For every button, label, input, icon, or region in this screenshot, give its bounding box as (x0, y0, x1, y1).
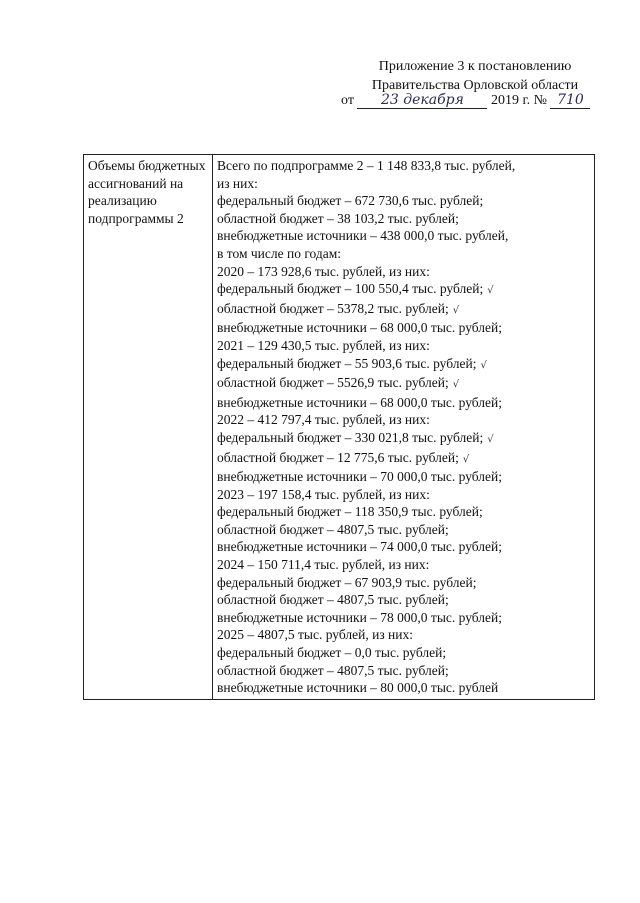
checkmark-icon: √ (480, 359, 487, 371)
budget-line-text: областной бюджет – 5378,2 тыс. рублей; (217, 300, 449, 316)
budget-line-text: внебюджетные источники – 68 000,0 тыс. рублей; (217, 394, 503, 410)
table-row (84, 155, 595, 700)
budget-line-text: федеральный бюджет – 67 903,9 тыс. рублей; (217, 574, 477, 590)
left-label-cell (84, 155, 213, 700)
budget-line (217, 538, 590, 556)
date-prefix: от (341, 93, 354, 108)
handwritten-number: 710 (550, 92, 590, 109)
budget-line (217, 644, 590, 662)
budget-line (217, 280, 590, 300)
header-line-2: Правительства Орловской области (371, 78, 579, 93)
checkmark-icon: √ (452, 304, 460, 316)
budget-line-text: областной бюджет – 4807,5 тыс. рублей; (217, 662, 449, 678)
budget-line (217, 394, 590, 412)
budget-line (217, 449, 590, 469)
budget-line-text: в том числе по годам: (217, 245, 342, 261)
budget-line (217, 609, 590, 627)
handwritten-date: 23 декабря (357, 92, 487, 109)
budget-line-text: областной бюджет – 12 775,6 тыс. рублей; (217, 449, 459, 465)
budget-line-text: федеральный бюджет – 672 730,6 тыс. рублей; (217, 193, 484, 209)
budget-line-text: федеральный бюджет – 0,0 тыс. рублей; (217, 645, 447, 661)
budget-line (217, 429, 590, 449)
budget-line-text: внебюджетные источники – 68 000,0 тыс. рублей; (217, 320, 503, 336)
budget-line (217, 679, 590, 697)
budget-line (217, 337, 590, 355)
budget-line-text: федеральный бюджет – 330 021,8 тыс. рублей; (217, 429, 484, 445)
budget-line-text: 2024 – 150 711,4 тыс. рублей, из них: (217, 557, 430, 573)
budget-line (217, 245, 590, 263)
budget-line (217, 374, 590, 394)
date-year: 2019 г. № (490, 93, 547, 108)
budget-line (217, 263, 590, 281)
budget-line-text: внебюджетные источники – 80 000,0 тыс. рублей (217, 680, 499, 696)
checkmark-icon: √ (452, 379, 460, 391)
budget-line (217, 556, 590, 574)
budget-line (217, 486, 590, 504)
budget-line (217, 175, 590, 193)
left-label: Объемы бюджетных ассигнований на реализацию подпрограммы 2 (88, 158, 206, 226)
checkmark-icon: √ (487, 433, 494, 445)
budget-line (217, 411, 590, 429)
budget-line (217, 210, 590, 228)
date-line (341, 91, 590, 111)
budget-line-text: 2022 – 412 797,4 тыс. рублей, из них: (217, 412, 430, 428)
right-content-cell (213, 155, 595, 700)
budget-line (217, 591, 590, 609)
checkmark-icon: √ (487, 285, 494, 297)
budget-line-text: федеральный бюджет – 100 550,4 тыс. рублей; (217, 281, 484, 297)
budget-line-text: Всего по подпрограмме 2 – 1 148 833,8 тыс. рублей, (217, 158, 516, 173)
budget-line (217, 574, 590, 592)
budget-line-text: внебюджетные источники – 78 000,0 тыс. рублей; (217, 609, 503, 625)
budget-line-text: внебюджетные источники – 74 000,0 тыс. рублей; (217, 539, 503, 555)
document-header (330, 57, 620, 95)
checkmark-icon: √ (462, 453, 470, 465)
budget-line-text: федеральный бюджет – 55 903,6 тыс. рублей; (217, 355, 477, 371)
header-line-1: Приложение 3 к постановлению (378, 59, 572, 74)
budget-line (217, 503, 590, 521)
budget-line-text: внебюджетные источники – 438 000,0 тыс. рублей, (217, 228, 509, 244)
budget-line-text: федеральный бюджет – 118 350,9 тыс. рублей; (217, 504, 483, 520)
budget-line (217, 192, 590, 210)
budget-line (217, 157, 590, 175)
budget-table (83, 154, 595, 700)
budget-line-text: областной бюджет – 4807,5 тыс. рублей; (217, 592, 449, 608)
budget-line (217, 355, 590, 375)
budget-line-text: областной бюджет – 5526,9 тыс. рублей; (217, 375, 449, 391)
budget-line (217, 227, 590, 245)
budget-line (217, 319, 590, 337)
budget-line (217, 662, 590, 680)
budget-line (217, 521, 590, 539)
budget-line-text: из них: (217, 175, 258, 191)
budget-line (217, 626, 590, 644)
budget-line (217, 300, 590, 320)
budget-line (217, 468, 590, 486)
budget-line-text: 2025 – 4807,5 тыс. рублей, из них: (217, 627, 413, 643)
budget-line-text: областной бюджет – 4807,5 тыс. рублей; (217, 521, 449, 537)
budget-line-text: 2020 – 173 928,6 тыс. рублей, из них: (217, 263, 430, 279)
budget-line-text: областной бюджет – 38 103,2 тыс. рублей; (217, 210, 459, 226)
budget-line-text: 2021 – 129 430,5 тыс. рублей, из них: (217, 337, 430, 353)
budget-line-text: 2023 – 197 158,4 тыс. рублей, из них: (217, 486, 430, 502)
budget-line-text: внебюджетные источники – 70 000,0 тыс. рублей; (217, 469, 503, 485)
